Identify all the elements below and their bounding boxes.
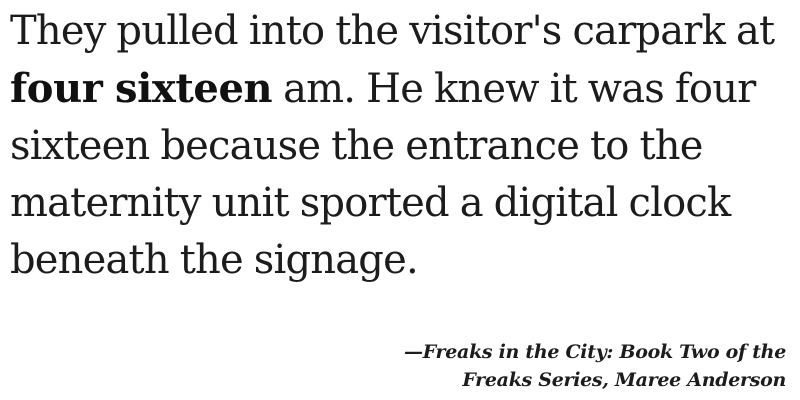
quote-text-before: They pulled into the visitor's carpark at [10,8,775,54]
quote-text-after: am. He knew it was four sixteen because the entrance to the maternity unit sported a digital clock beneath the signage. [10,66,756,283]
attribution-line-2: Freaks Series, Maree Anderson [462,369,786,391]
attribution-line-1: —Freaks in the City: Book Two of the [404,341,786,363]
quote-text [10,3,790,289]
attribution [266,338,786,394]
quote-emphasis: four sixteen [10,65,273,112]
